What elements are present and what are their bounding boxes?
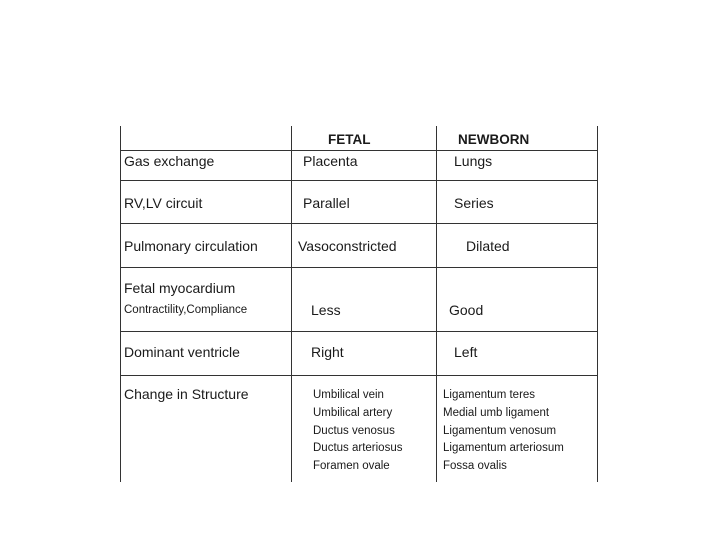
list-item: Foramen ovale [313, 460, 390, 473]
row-label-pulmonary-circulation: Pulmonary circulation [124, 238, 258, 254]
list-item: Fossa ovalis [443, 460, 507, 473]
newborn-gas-exchange: Lungs [454, 153, 493, 169]
row-label-dominant-ventricle: Dominant ventricle [124, 344, 240, 360]
row-label-change-in-structure: Change in Structure [124, 386, 249, 402]
list-item: Medial umb ligament [443, 406, 550, 419]
comparison-table [120, 126, 598, 482]
fetal-gas-exchange: Placenta [303, 153, 358, 169]
row-label-fetal-myocardium: Fetal myocardium [124, 280, 236, 296]
list-item: Umbilical artery [313, 406, 393, 419]
fetal-dominant-ventricle: Right [311, 344, 344, 360]
header-newborn: NEWBORN [458, 132, 530, 147]
newborn-myocardium: Good [449, 302, 484, 318]
newborn-dominant-ventricle: Left [454, 344, 478, 360]
fetal-pulmonary-circulation: Vasoconstricted [298, 238, 397, 254]
row-divider [120, 375, 598, 376]
newborn-pulmonary-circulation: Dilated [466, 238, 510, 254]
fetal-myocardium: Less [311, 302, 341, 318]
row-label-rv-lv-circuit: RV,LV circuit [124, 195, 203, 211]
list-item: Ligamentum teres [443, 389, 536, 401]
row-sublabel-contractility-compliance: Contractility,Compliance [124, 304, 248, 316]
header-fetal: FETAL [328, 132, 371, 147]
row-divider [120, 223, 598, 224]
row-divider [120, 267, 598, 268]
row-divider [120, 150, 598, 151]
row-divider [120, 180, 598, 181]
list-item: Ligamentum arteriosum [443, 442, 564, 455]
newborn-rv-lv-circuit: Series [454, 195, 494, 211]
list-item: Ligamentum venosum [443, 424, 557, 437]
row-label-gas-exchange: Gas exchange [124, 153, 215, 169]
list-item: Ductus venosus [313, 424, 395, 437]
fetal-structure-list [313, 387, 402, 476]
newborn-structure-list [443, 387, 564, 476]
list-item: Ductus arteriosus [313, 442, 403, 455]
fetal-rv-lv-circuit: Parallel [303, 195, 350, 211]
row-divider [120, 331, 598, 332]
list-item: Umbilical vein [313, 389, 384, 401]
